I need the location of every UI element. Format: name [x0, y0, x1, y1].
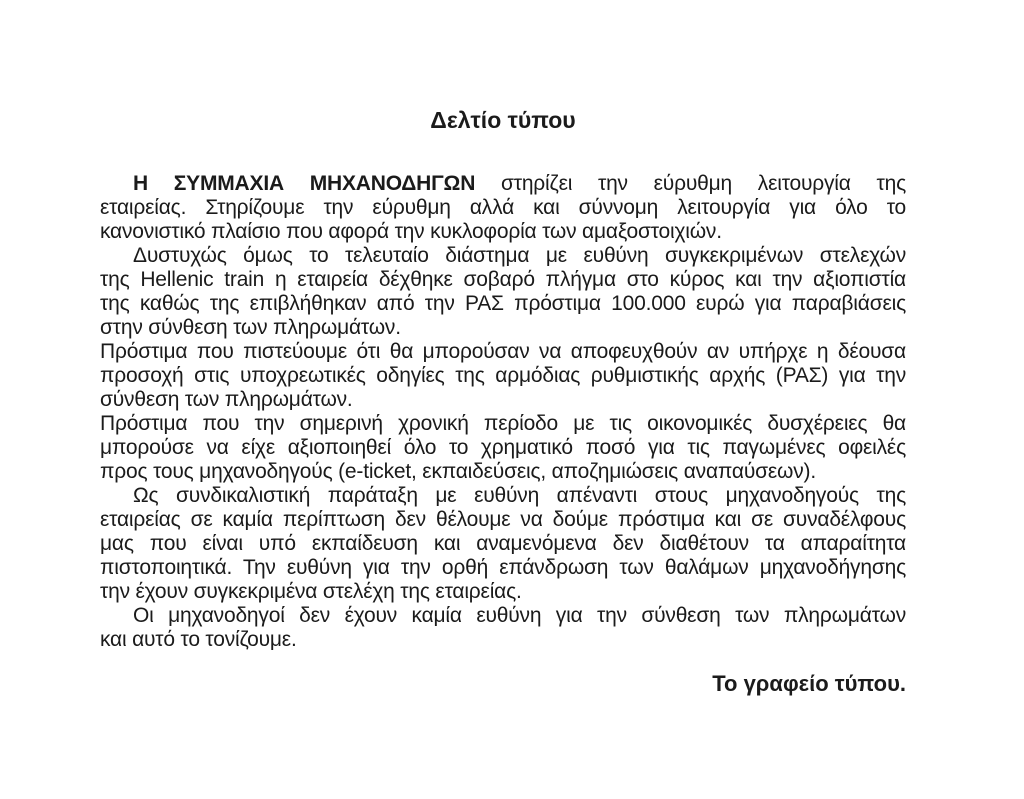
body-text: της καθώς της επιβλήθηκαν από την ΡΑΣ πρόστιμα 100.000 ευρώ για παραβιάσεις — [100, 292, 906, 315]
body-line — [100, 292, 906, 316]
body-text: προσοχή στις υποχρεωτικές οδηγίες της αρμόδιας ρυθμιστικής αρχής (ΡΑΣ) για την — [100, 364, 906, 387]
body-line — [100, 580, 906, 604]
body-line — [100, 532, 906, 556]
body-line — [100, 316, 906, 340]
body-text: εταιρείας. Στηρίζουμε την εύρυθμη αλλά και σύννομη λειτουργία για όλο το — [100, 196, 906, 219]
document-body — [100, 172, 906, 652]
body-line — [100, 484, 906, 508]
body-line — [100, 604, 906, 628]
body-text: Πρόστιμα που πιστεύουμε ότι θα μπορούσαν να αποφευχθούν αν υπήρχε η δέουσα — [100, 340, 906, 363]
body-line — [100, 412, 906, 436]
body-text: της Hellenic train η εταιρεία δέχθηκε σοβαρό πλήγμα στο κύρος και την αξιοπιστία — [100, 268, 906, 291]
body-text: κανονιστικό πλαίσιο που αφορά την κυκλοφορία των αμαξοστοιχιών. — [100, 220, 722, 243]
body-text: Ως συνδικαλιστική παράταξη με ευθύνη απέναντι στους μηχανοδηγούς της — [133, 484, 906, 507]
body-text: προς τους μηχανοδηγούς (e-ticket, εκπαιδεύσεις, αποζημιώσεις αναπαύσεων). — [100, 460, 816, 483]
body-text: στηρίζει την εύρυθμη λειτουργία της — [475, 172, 906, 195]
body-text: μας που είναι υπό εκπαίδευση και αναμενόμενα δεν διαθέτουν τα απαραίτητα — [100, 532, 906, 555]
body-line — [100, 172, 906, 196]
body-text: πιστοποιητικά. Την ευθύνη για την ορθή επάνδρωση των θαλάμων μηχανοδήγησης — [100, 556, 906, 579]
signature-line: Το γραφείο τύπου. — [712, 671, 906, 696]
body-text: εταιρείας σε καμία περίπτωση δεν θέλουμε να δούμε πρόστιμα και σε συναδέλφους — [100, 508, 906, 531]
body-line — [100, 388, 906, 412]
body-line — [100, 556, 906, 580]
body-text: και αυτό το τονίζουμε. — [100, 628, 297, 651]
body-text: σύνθεση των πληρωμάτων. — [100, 388, 353, 411]
body-line — [100, 268, 906, 292]
body-line — [100, 244, 906, 268]
body-line — [100, 628, 906, 652]
body-line — [100, 196, 906, 220]
document-title: Δελτίο τύπου — [430, 107, 576, 133]
bold-text: Η ΣΥΜΜΑΧΙΑ ΜΗΧΑΝΟΔΗΓΩΝ — [133, 172, 476, 195]
body-text: Οι μηχανοδηγοί δεν έχουν καμία ευθύνη για την σύνθεση των πληρωμάτων — [133, 604, 906, 627]
body-text: Δυστυχώς όμως το τελευταίο διάστημα με ευθύνη συγκεκριμένων στελεχών — [133, 244, 906, 267]
body-line — [100, 460, 906, 484]
body-text: Πρόστιμα που την σημερινή χρονική περίοδο με τις οικονομικές δυσχέρειες θα — [100, 412, 906, 435]
body-line — [100, 220, 906, 244]
body-text: στην σύνθεση των πληρωμάτων. — [100, 316, 401, 339]
body-line — [100, 340, 906, 364]
body-line — [100, 436, 906, 460]
body-line — [100, 364, 906, 388]
body-text: μπορούσε να είχε αξιοποιηθεί όλο το χρηματικό ποσό για τις παγωμένες οφειλές — [100, 436, 906, 459]
body-text: την έχουν συγκεκριμένα στελέχη της εταιρείας. — [100, 580, 522, 603]
body-line — [100, 508, 906, 532]
